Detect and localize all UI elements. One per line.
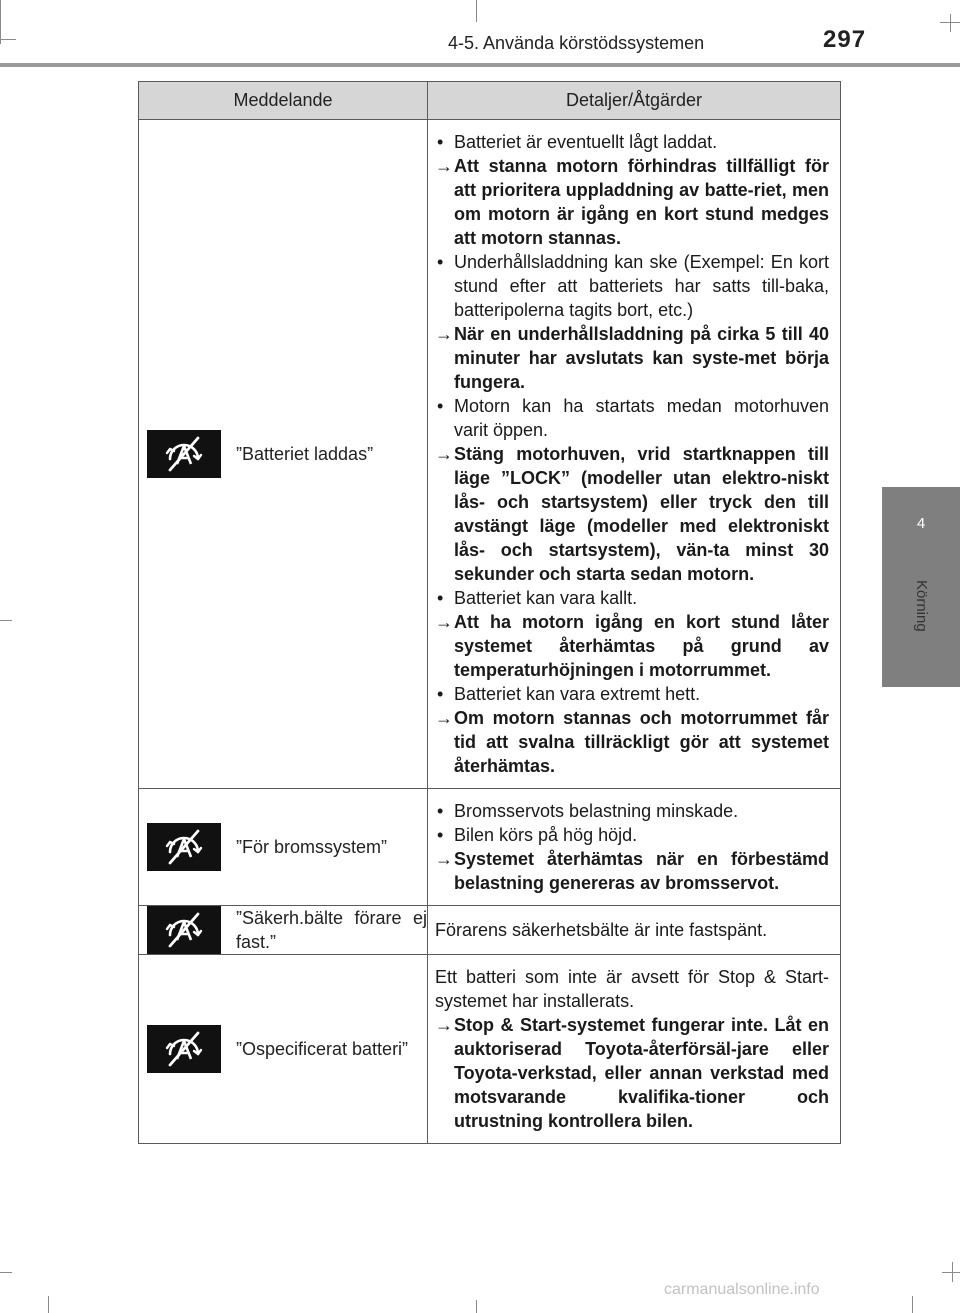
- bullet-icon: •: [437, 684, 444, 704]
- message-text: ”Säkerh.bälte förare ej fast.”: [236, 908, 427, 952]
- table-row: [139, 789, 841, 906]
- bullet-icon: •: [437, 396, 444, 416]
- action-text: När en underhållsladdning på cirka 5 till 40 minuter har avslutats kan syste-met börja fungera.: [454, 324, 829, 392]
- crop-mark: [942, 1272, 960, 1273]
- stop-start-off-icon: [160, 910, 208, 950]
- page-number: 297: [823, 26, 867, 53]
- message-text: ”Ospecificerat batteri”: [236, 1039, 409, 1059]
- action-item: [435, 322, 829, 394]
- crop-mark: [0, 620, 12, 621]
- details-cell: [428, 120, 841, 789]
- action-item: [435, 1013, 829, 1133]
- bullet-item: [435, 586, 829, 610]
- message-cell: [139, 789, 428, 906]
- arrow-right-icon: →: [435, 324, 453, 344]
- column-header-message: Meddelande: [139, 82, 428, 120]
- bullet-text: Batteriet kan vara extremt hett.: [454, 684, 701, 704]
- bullet-text: Bilen körs på hög höjd.: [454, 825, 638, 845]
- stop-start-indicator-icon: [147, 906, 221, 954]
- table-row: [139, 955, 841, 1144]
- bullet-icon: •: [437, 801, 444, 821]
- bullet-icon: •: [437, 252, 444, 272]
- details-text: Ett batteri som inte är avsett för Stop & Start-systemet har installerats.: [435, 967, 829, 1011]
- bullet-item: [435, 823, 829, 847]
- crop-mark: [0, 1272, 12, 1273]
- action-text: Stop & Start-systemet fungerar inte. Låt en auktoriserad Toyota-återförsäl-jare eller Toyota-verkstad, eller annan verkstad med motsvarande kvalifika-tioner och utrustning kontrollera bilen.: [454, 1015, 829, 1131]
- arrow-right-icon: →: [435, 156, 453, 176]
- message-text: ”För bromssystem”: [236, 837, 388, 857]
- action-text: Att ha motorn igång en kort stund låter systemet återhämtas på grund av temperaturhöjningen i motorrummet.: [454, 612, 829, 680]
- table-header-row: [139, 82, 841, 120]
- table-row: [139, 906, 841, 955]
- details-cell: [428, 955, 841, 1144]
- bullet-text: Batteriet kan vara kallt.: [454, 588, 638, 608]
- chapter-number: 4: [916, 515, 926, 532]
- stop-start-off-icon: [160, 1029, 208, 1069]
- details-cell: [428, 789, 841, 906]
- details-cell: [428, 906, 841, 955]
- section-title: 4-5. Använda körstödssystemen: [448, 33, 705, 53]
- bullet-item: [435, 799, 829, 823]
- bullet-item: [435, 130, 829, 154]
- watermark: carmanualsonline.info: [664, 1281, 820, 1298]
- crop-mark: [476, 0, 477, 22]
- crop-mark: [48, 1296, 49, 1313]
- action-text: Att stanna motorn förhindras tillfälligt för att prioritera uppladdning av batte-riet, men om motorn är igång en kort stund medges att motorn stannas.: [454, 156, 829, 248]
- bullet-item: [435, 394, 829, 442]
- action-item: [435, 442, 829, 586]
- crop-mark: [476, 1300, 477, 1313]
- bullet-icon: •: [437, 825, 444, 845]
- crop-mark: [0, 39, 16, 40]
- crop-mark: [0, 0, 1, 44]
- bullet-item: [435, 682, 829, 706]
- bullet-icon: •: [437, 588, 444, 608]
- arrow-right-icon: →: [435, 1015, 453, 1035]
- action-text: Stäng motorhuven, vrid startknappen till läge ”LOCK” (modeller utan elektro-niskt lås- och startsystem) eller tryck den till avstängt läge (modeller med elektroniskt lås- och startsystem), vän-ta minst 30 sekunder och starta sedan motorn.: [454, 444, 829, 584]
- bullet-text: Batteriet är eventuellt lågt laddat.: [454, 132, 718, 152]
- table-body: [139, 120, 841, 1144]
- action-item: [435, 154, 829, 250]
- message-cell: [139, 955, 428, 1144]
- message-cell: [139, 120, 428, 789]
- arrow-right-icon: →: [435, 612, 453, 632]
- action-item: [435, 706, 829, 778]
- bullet-text: Bromsservots belastning minskade.: [454, 801, 739, 821]
- stop-start-off-icon: [160, 434, 208, 474]
- message-table: [138, 81, 841, 1144]
- action-item: [435, 610, 829, 682]
- arrow-right-icon: →: [435, 708, 453, 728]
- stop-start-off-icon: [160, 827, 208, 867]
- action-text: Om motorn stannas och motorrummet får tid att svalna tillräckligt gör att systemet återhämtas.: [454, 708, 829, 776]
- stop-start-indicator-icon: [147, 823, 221, 871]
- arrow-right-icon: →: [435, 444, 453, 464]
- message-cell: [139, 906, 428, 955]
- chapter-label-box: [888, 580, 948, 652]
- stop-start-indicator-icon: [147, 1025, 221, 1073]
- column-header-details: Detaljer/Åtgärder: [428, 82, 841, 120]
- bullet-item: [435, 250, 829, 322]
- bullet-icon: •: [437, 132, 444, 152]
- chapter-label: Körning: [913, 580, 930, 632]
- stop-start-indicator-icon: [147, 430, 221, 478]
- arrow-right-icon: →: [435, 849, 453, 869]
- header-rule: [0, 63, 960, 67]
- message-text: ”Batteriet laddas”: [236, 444, 374, 464]
- crop-mark: [952, 1262, 953, 1282]
- crop-mark: [950, 14, 951, 32]
- action-item: [435, 847, 829, 895]
- bullet-text: Motorn kan ha startats medan motorhuven varit öppen.: [454, 396, 829, 440]
- table-row: [139, 120, 841, 789]
- details-text: Förarens säkerhetsbälte är inte fastspänt.: [435, 920, 768, 940]
- action-text: Systemet återhämtas när en förbestämd belastning genereras av bromsservot.: [454, 849, 829, 893]
- bullet-text: Underhållsladdning kan ske (Exempel: En kort stund efter att batteriets har satts till-baka, batteripolerna tagits bort, etc.): [454, 252, 829, 320]
- crop-mark: [912, 1296, 913, 1313]
